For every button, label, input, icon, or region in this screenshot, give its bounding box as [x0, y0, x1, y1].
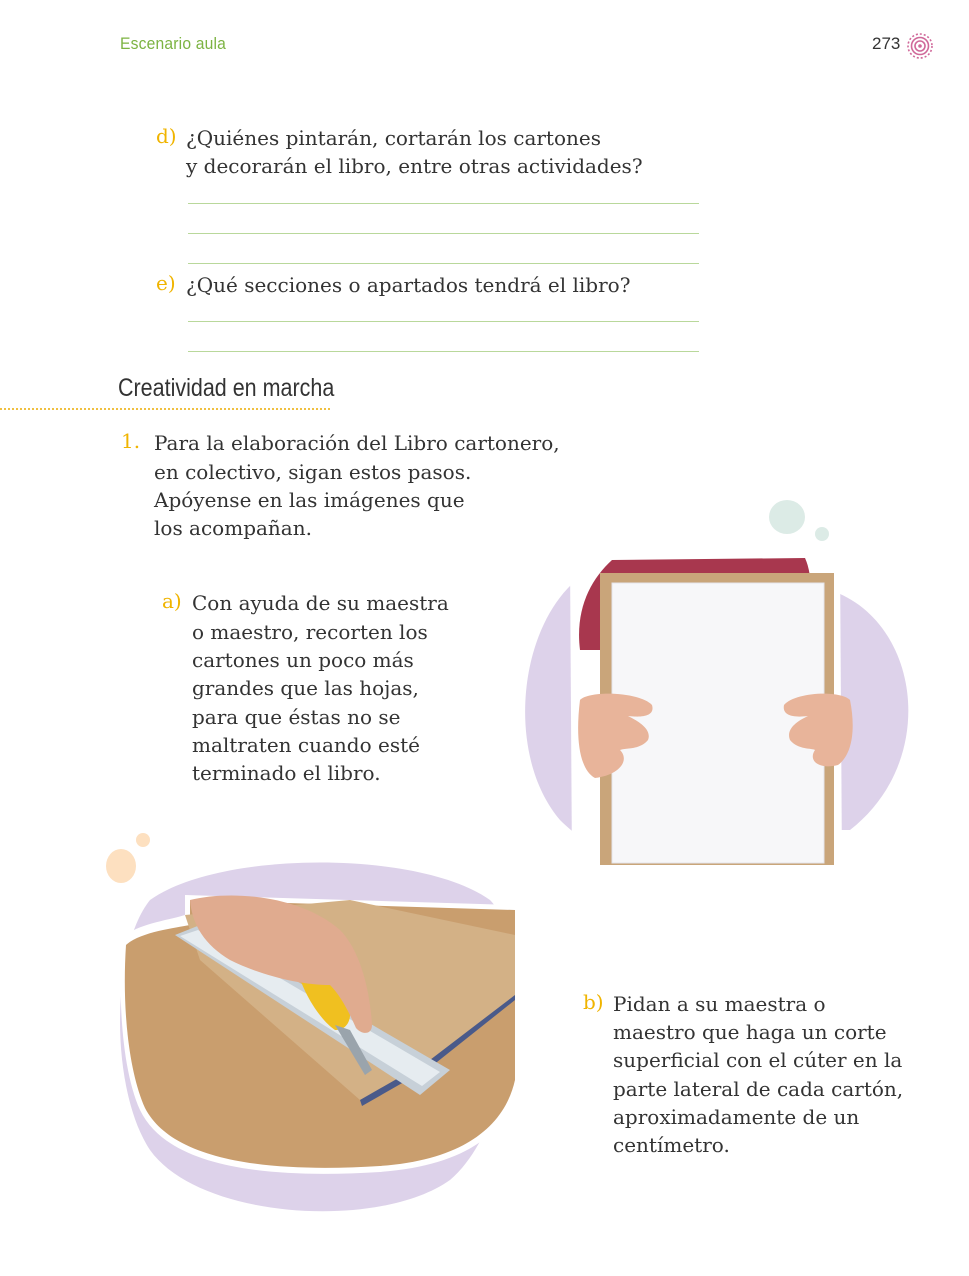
- substep-b-line: Pidan a su maestra o: [613, 992, 826, 1016]
- section-title: Creatividad en marcha: [118, 374, 335, 402]
- step-1-line: Para la elaboración del Libro cartonero,: [154, 431, 560, 455]
- answer-line-e2[interactable]: [188, 351, 699, 352]
- substep-b-line: maestro que haga un corte: [613, 1020, 887, 1044]
- section-label: Escenario aula: [120, 34, 227, 53]
- mint-blob-decoration: [769, 500, 805, 534]
- substep-a-line: cartones un poco más: [192, 648, 414, 672]
- answer-line-e1[interactable]: [188, 321, 699, 322]
- step-1-line: en colectivo, sigan estos pasos.: [154, 460, 472, 484]
- substep-a-line: maltraten cuando esté: [192, 733, 420, 757]
- peach-blob-decoration: [106, 849, 136, 883]
- question-e-line1: ¿Qué secciones o apartados tendrá el libro?: [186, 273, 631, 297]
- question-d-line1: ¿Quiénes pintarán, cortarán los cartones: [186, 126, 601, 150]
- question-d-line2: y decorarán el libro, entre otras actividades?: [186, 154, 643, 178]
- substep-b-line: parte lateral de cada cartón,: [613, 1077, 904, 1101]
- answer-line-d3[interactable]: [188, 263, 699, 264]
- peach-dot-decoration: [136, 833, 150, 847]
- question-e-letter: e): [156, 271, 176, 295]
- step-1-line: los acompañan.: [154, 516, 312, 540]
- substep-a-line: Con ayuda de su maestra: [192, 591, 449, 615]
- substep-b-letter: b): [583, 990, 604, 1014]
- title-underline: [0, 408, 330, 410]
- spiral-ornament-icon: [906, 32, 934, 60]
- substep-b-line: centímetro.: [613, 1133, 730, 1157]
- question-d-letter: d): [156, 124, 177, 148]
- answer-line-d1[interactable]: [188, 203, 699, 204]
- substep-a-line: para que éstas no se: [192, 705, 401, 729]
- step-1-line: Apóyense en las imágenes que: [154, 488, 465, 512]
- substep-b-line: superficial con el cúter en la: [613, 1048, 903, 1072]
- page-number: 273: [872, 34, 901, 53]
- substep-a-line: o maestro, recorten los: [192, 620, 428, 644]
- substep-a-line: grandes que las hojas,: [192, 676, 419, 700]
- purple-blob-left: [525, 565, 620, 850]
- answer-line-d2[interactable]: [188, 233, 699, 234]
- substep-b-line: aproximadamente de un: [613, 1105, 860, 1129]
- step-1-number: 1.: [121, 429, 141, 453]
- substep-a-letter: a): [162, 589, 182, 613]
- purple-blob-right: [830, 590, 908, 830]
- substep-a-line: terminado el libro.: [192, 761, 381, 785]
- mint-dot-decoration: [815, 527, 829, 541]
